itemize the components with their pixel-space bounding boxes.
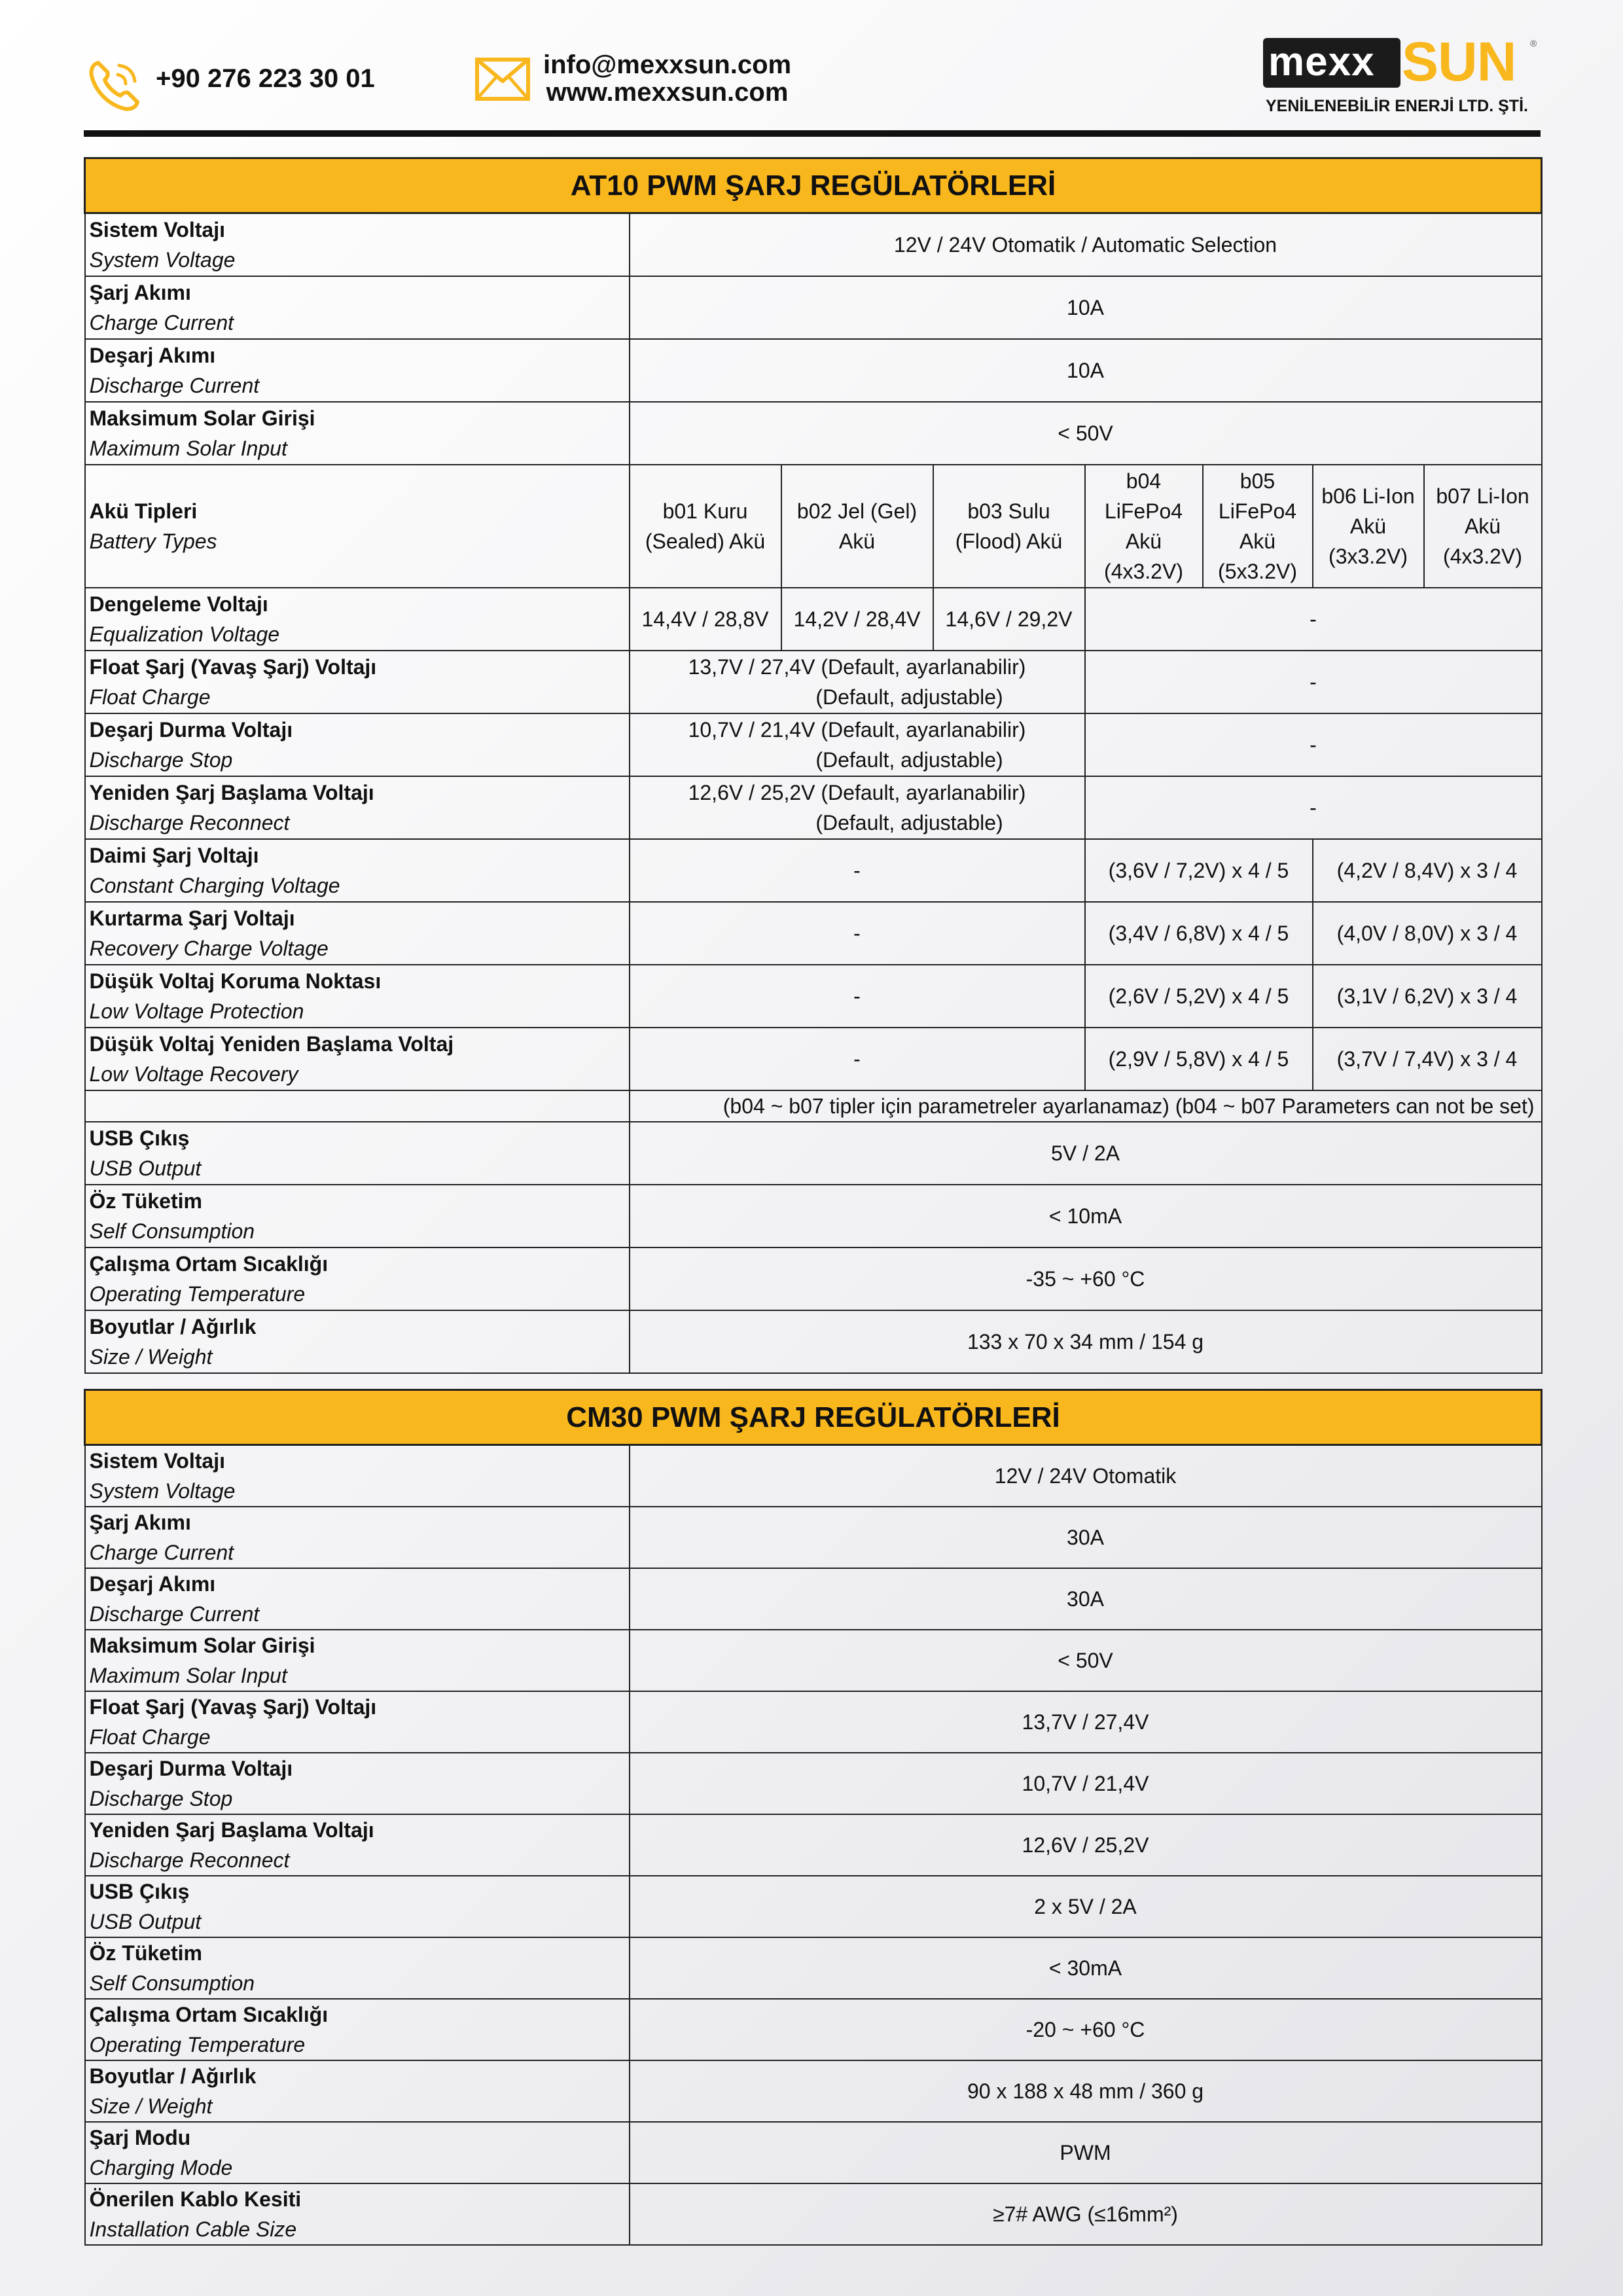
logo-sun-text: SUN [1402,31,1516,92]
battery-type-cell: b01 Kuru (Sealed) Akü [630,465,781,588]
table-row [85,1876,1542,1937]
logo-registered-mark: ® [1530,38,1537,48]
row-value: - [1085,776,1542,839]
row-label: Dengeleme Voltajı Equalization Voltage [85,588,630,651]
row-label: Düşük Voltaj Yeniden Başlama Voltaj Low Voltage Recovery [85,1028,630,1090]
row-label: Maksimum Solar Girişi Maximum Solar Input [85,1630,630,1691]
cm30-title: CM30 PWM ŞARJ REGÜLATÖRLERİ [85,1390,1542,1445]
row-value: < 30mA [630,1937,1542,1999]
table-row [85,1999,1542,2060]
row-label: Akü Tipleri Battery Types [85,465,630,588]
row-label: Float Şarj (Yavaş Şarj) Voltajı Float Charge [85,1691,630,1753]
row-label: Yeniden Şarj Başlama Voltajı Discharge Reconnect [85,1814,630,1876]
row-value: 30A [630,1568,1542,1630]
row-label: Öz Tüketim Self Consumption [85,1937,630,1999]
row-value: 5V / 2A [630,1122,1542,1185]
header-divider [84,130,1541,137]
row-value: 14,6V / 29,2V [933,588,1085,651]
logo-mexx-text: mexx [1268,39,1375,84]
table-row [85,2060,1542,2122]
table-row [85,588,1542,651]
row-label: Boyutlar / Ağırlık Size / Weight [85,1310,630,1373]
row-value: - [630,1028,1085,1090]
at10-spec-table [84,157,1543,1374]
row-label: Çalışma Ortam Sıcaklığı Operating Temperature [85,1247,630,1310]
row-value: 14,4V / 28,8V [630,588,781,651]
at10-title: AT10 PWM ŞARJ REGÜLATÖRLERİ [85,158,1542,213]
row-label: Deşarj Akımı Discharge Current [85,1568,630,1630]
phone-number[interactable]: +90 276 223 30 01 [156,64,375,93]
row-value: 12,6V / 25,2V (Default, ayarlanabilir) (Default, adjustable) [630,776,1085,839]
row-value: -20 ~ +60 °C [630,1999,1542,2060]
table-row [85,1814,1542,1876]
table-row [85,839,1542,902]
row-value: (3,4V / 6,8V) x 4 / 5 [1085,902,1313,965]
table-row [85,1937,1542,1999]
table-row [85,1445,1542,1507]
row-value: (3,7V / 7,4V) x 3 / 4 [1313,1028,1542,1090]
row-value: ≥7# AWG (≤16mm²) [630,2183,1542,2245]
battery-type-cell: b04 LiFePo4 Akü (4x3.2V) [1085,465,1203,588]
row-value: 12V / 24V Otomatik / Automatic Selection [630,213,1542,276]
table-row [85,776,1542,839]
row-label: Daimi Şarj Voltajı Constant Charging Voltage [85,839,630,902]
table-row [85,1090,1542,1122]
battery-type-cell: b06 Li-Ion Akü (3x3.2V) [1313,465,1424,588]
page-header [0,0,1623,137]
row-value: - [1085,651,1542,713]
row-value: 12V / 24V Otomatik [630,1445,1542,1507]
row-value: (3,6V / 7,2V) x 4 / 5 [1085,839,1313,902]
row-label: USB Çıkış USB Output [85,1122,630,1185]
row-value: PWM [630,2122,1542,2183]
row-value: 2 x 5V / 2A [630,1876,1542,1937]
row-value: 12,6V / 25,2V [630,1814,1542,1876]
battery-type-cell: b07 Li-Ion Akü (4x3.2V) [1424,465,1542,588]
row-label: Kurtarma Şarj Voltajı Recovery Charge Voltage [85,902,630,965]
row-label: Önerilen Kablo Kesiti Installation Cable Size [85,2183,630,2245]
table-row [85,339,1542,402]
row-value: 13,7V / 27,4V [630,1691,1542,1753]
row-label: Sistem Voltajı System Voltage [85,1445,630,1507]
table-row [85,651,1542,713]
row-value: - [1085,588,1542,651]
table-row [85,1630,1542,1691]
row-value: - [1085,713,1542,776]
table-row [85,1185,1542,1247]
row-label: Boyutlar / Ağırlık Size / Weight [85,2060,630,2122]
company-logo [1263,31,1544,117]
row-value: 13,7V / 27,4V (Default, ayarlanabilir) (Default, adjustable) [630,651,1085,713]
row-label: Float Şarj (Yavaş Şarj) Voltajı Float Charge [85,651,630,713]
row-label: Şarj Akımı Charge Current [85,1507,630,1568]
phone-icon [85,56,144,115]
parameters-note: (b04 ~ b07 tipler için parametreler ayarlanamaz) (b04 ~ b07 Parameters can not be set) [630,1090,1542,1122]
table-row [85,465,1542,588]
battery-type-cell: b03 Sulu (Flood) Akü [933,465,1085,588]
row-value: (4,0V / 8,0V) x 3 / 4 [1313,902,1542,965]
row-value: 10A [630,276,1542,339]
row-value: < 10mA [630,1185,1542,1247]
row-value: 90 x 188 x 48 mm / 360 g [630,2060,1542,2122]
row-label: Düşük Voltaj Koruma Noktası Low Voltage Protection [85,965,630,1028]
table-row [85,1753,1542,1814]
table-row [85,2183,1542,2245]
row-label: Yeniden Şarj Başlama Voltajı Discharge Reconnect [85,776,630,839]
table-row [85,1691,1542,1753]
row-label: Şarj Modu Charging Mode [85,2122,630,2183]
table-row [85,1507,1542,1568]
row-label: Deşarj Akımı Discharge Current [85,339,630,402]
row-value: 133 x 70 x 34 mm / 154 g [630,1310,1542,1373]
row-value: 30A [630,1507,1542,1568]
row-value: 10,7V / 21,4V (Default, ayarlanabilir) (Default, adjustable) [630,713,1085,776]
email-link[interactable]: info@mexxsun.com [543,50,792,79]
row-value: 10,7V / 21,4V [630,1753,1542,1814]
row-value: 14,2V / 28,4V [781,588,933,651]
row-value: - [630,965,1085,1028]
row-label: Şarj Akımı Charge Current [85,276,630,339]
table-row [85,1028,1542,1090]
cm30-spec-table [84,1389,1543,2246]
row-label: USB Çıkış USB Output [85,1876,630,1937]
row-value: < 50V [630,402,1542,465]
table-row [85,1568,1542,1630]
contact-block [543,51,791,106]
row-value: < 50V [630,1630,1542,1691]
row-label: Maksimum Solar Girişi Maximum Solar Input [85,402,630,465]
row-value: (2,9V / 5,8V) x 4 / 5 [1085,1028,1313,1090]
battery-type-cell: b02 Jel (Gel) Akü [781,465,933,588]
row-label: Çalışma Ortam Sıcaklığı Operating Temperature [85,1999,630,2060]
empty-label-cell [85,1090,630,1122]
table-row [85,276,1542,339]
table-row [85,1310,1542,1373]
row-value: (2,6V / 5,2V) x 4 / 5 [1085,965,1313,1028]
table-row [85,2122,1542,2183]
table-row [85,965,1542,1028]
row-value: - [630,839,1085,902]
table-row [85,1247,1542,1310]
logo-subtitle: YENİLENEBİLİR ENERJİ LTD. ŞTİ. [1266,97,1528,115]
row-label: Deşarj Durma Voltajı Discharge Stop [85,713,630,776]
table-row [85,1122,1542,1185]
table-row [85,713,1542,776]
row-label: Deşarj Durma Voltajı Discharge Stop [85,1753,630,1814]
website-link[interactable]: www.mexxsun.com [546,78,789,107]
table-row [85,402,1542,465]
row-value: (4,2V / 8,4V) x 3 / 4 [1313,839,1542,902]
table-row [85,213,1542,276]
row-value: -35 ~ +60 °C [630,1247,1542,1310]
row-value: - [630,902,1085,965]
row-value: (3,1V / 6,2V) x 3 / 4 [1313,965,1542,1028]
table-row [85,902,1542,965]
row-value: 10A [630,339,1542,402]
row-label: Öz Tüketim Self Consumption [85,1185,630,1247]
row-label: Sistem Voltajı System Voltage [85,213,630,276]
battery-type-cell: b05 LiFePo4 Akü (5x3.2V) [1203,465,1313,588]
mail-icon [475,58,530,101]
